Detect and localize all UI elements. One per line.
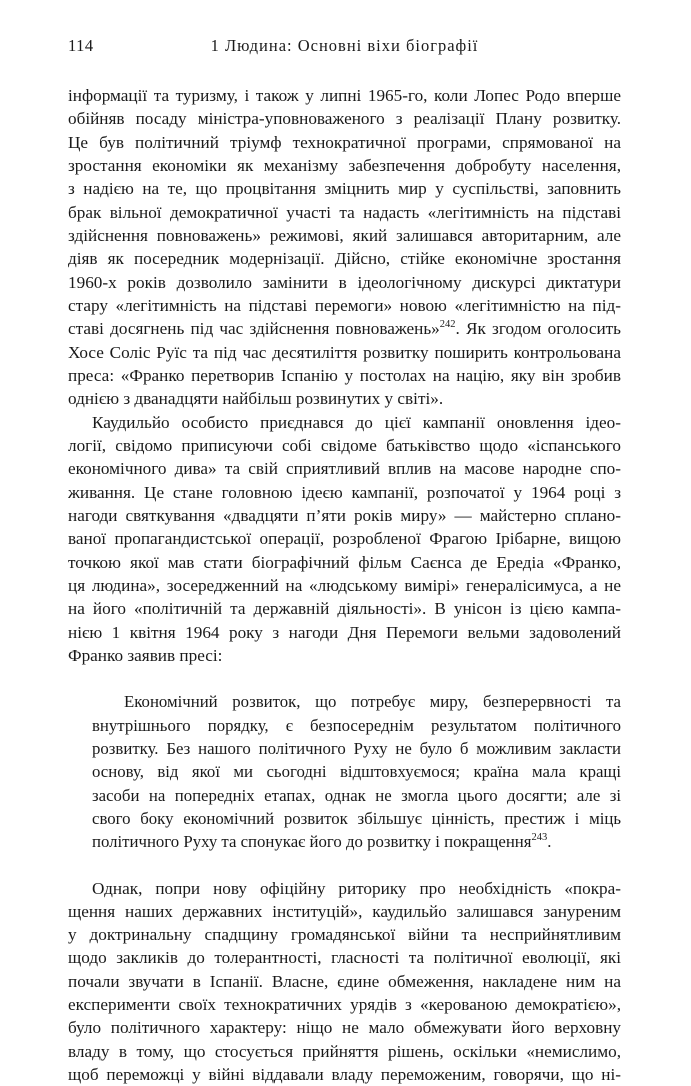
text-fragment: . xyxy=(547,832,551,851)
quote-line-with-footnote xyxy=(92,830,621,853)
body-text xyxy=(68,84,621,1086)
text-line: на його «політичній та державній діяльності». В унісон із цією кампа- xyxy=(68,597,621,620)
text-line: нагоди святкування «двадцяти п’яти років миру» — майстерно сплано- xyxy=(68,504,621,527)
text-line: було політичного характеру: ніщо не мало обмежувати його верховну xyxy=(68,1016,621,1039)
text-line: зростання економіки як механізму забезпечення добробуту населення, xyxy=(68,154,621,177)
text-line: почали звучати в Іспанії. Власне, єдине обмеження, накладене ним на xyxy=(68,970,621,993)
text-line: ця людина», зосередженний на «людському вимірі» генералісимуса, а не xyxy=(68,574,621,597)
text-line: стару «легітимність на підставі перемоги» новою «легітимністю на під- xyxy=(68,294,621,317)
paragraph-2 xyxy=(68,411,621,668)
running-head: 1 Людина: Основні віхи біографії xyxy=(68,36,621,56)
text-line: логії, свідомо приписуючи собі свідоме батьківство щодо «іспанського xyxy=(68,434,621,457)
text-fragment: . Як згодом оголосить xyxy=(456,319,621,338)
text-line: брак вільної демократичної участі та надасть «легітимність на підставі xyxy=(68,201,621,224)
text-line: щодо закликів до толерантності, гласності та політичної еволюції, які xyxy=(68,946,621,969)
text-line: Це був політичний тріумф технократичної програми, спрямованої на xyxy=(68,131,621,154)
text-line: експерименти своїх технократичних урядів з «керованою демократією», xyxy=(68,993,621,1016)
text-line: 1960-х років дозволило замінити в ідеологічному дискурсі диктатури xyxy=(68,271,621,294)
quote-line: свого боку економічний розвиток збільшує цінність, престиж і міць xyxy=(92,807,621,830)
text-line: Однак, попри нову офіційну риторику про необхідність «покра- xyxy=(68,877,621,900)
footnote-ref-242[interactable]: 242 xyxy=(440,319,456,330)
text-line: ваної пропагандистської операції, розробленої Фрагою Ірібарне, вищою xyxy=(68,527,621,550)
text-line: щення наших державних інституцій», каудильйо залишався зануреним xyxy=(68,900,621,923)
text-line: Каудильйо особисто приєднався до цієї кампанії оновлення ідео- xyxy=(68,411,621,434)
text-line: обійняв посаду міністра-уповноваженого з реалізації Плану розвитку. xyxy=(68,107,621,130)
text-line: однією з дванадцяти найбільш розвинутих у світі». xyxy=(68,387,621,410)
quote-line: внутрішнього порядку, є безпосереднім результатом політичного xyxy=(92,714,621,737)
text-line: щоб переможці у війні віддавали владу переможеним, говорячи, що ні- xyxy=(68,1063,621,1086)
text-line: преса: «Франко перетворив Іспанію у постолах на націю, яку він зробив xyxy=(68,364,621,387)
text-line-with-footnote xyxy=(68,317,621,340)
paragraph-1 xyxy=(68,84,621,411)
page-number: 114 xyxy=(68,36,94,56)
text-line: діяв як посередник модернізації. Дійсно, стійке економічне зростання xyxy=(68,247,621,270)
text-line: інформації та туризму, і також у липні 1965-го, коли Лопес Родо вперше xyxy=(68,84,621,107)
paragraph-3 xyxy=(68,877,621,1086)
quote-line: засоби на попередніх етапах, однак не змогла цього досягти; але зі xyxy=(92,784,621,807)
text-line: з надією на те, що процвітання зміцнить мир у суспільстві, заповнить xyxy=(68,177,621,200)
quote-line: основу, від якої ми сьогодні відштовхуємося; країна мала кращі xyxy=(92,760,621,783)
text-line: Франко заявив пресі: xyxy=(68,644,621,667)
footnote-ref-243[interactable]: 243 xyxy=(532,832,548,843)
text-line: точкою якої мав стати біографічний фільм Саєнса де Ередіа «Франко, xyxy=(68,551,621,574)
block-quote xyxy=(68,690,621,853)
text-line: у доктринальну спадщину громадянської війни та несприйнятливим xyxy=(68,923,621,946)
text-fragment: політичного Руху та спонукає його до розвитку і покращення xyxy=(92,832,532,851)
text-fragment: ставі досягнень під час здійснення повноважень» xyxy=(68,319,440,338)
page-header xyxy=(68,36,621,60)
text-line: живання. Це стане головною ідеєю кампанії, розпочатої у 1964 році з xyxy=(68,481,621,504)
quote-line: Економічний розвиток, що потребує миру, безперервності та xyxy=(92,690,621,713)
text-line: Хосе Соліс Руїс та під час десятиліття розвитку поширить контрольована xyxy=(68,341,621,364)
quote-line: розвитку. Без нашого політичного Руху не було б можливим закласти xyxy=(92,737,621,760)
text-line: економічного дива» та свій сприятливий вплив на масове народне спо- xyxy=(68,457,621,480)
text-line: владу в тому, що стосується прийняття рішень, оскільки «немислимо, xyxy=(68,1040,621,1063)
text-line: нією 1 квітня 1964 року з нагоди Дня Перемоги вельми задоволений xyxy=(68,621,621,644)
text-line: здійснення повноважень» режимові, який залишався авторитарним, але xyxy=(68,224,621,247)
